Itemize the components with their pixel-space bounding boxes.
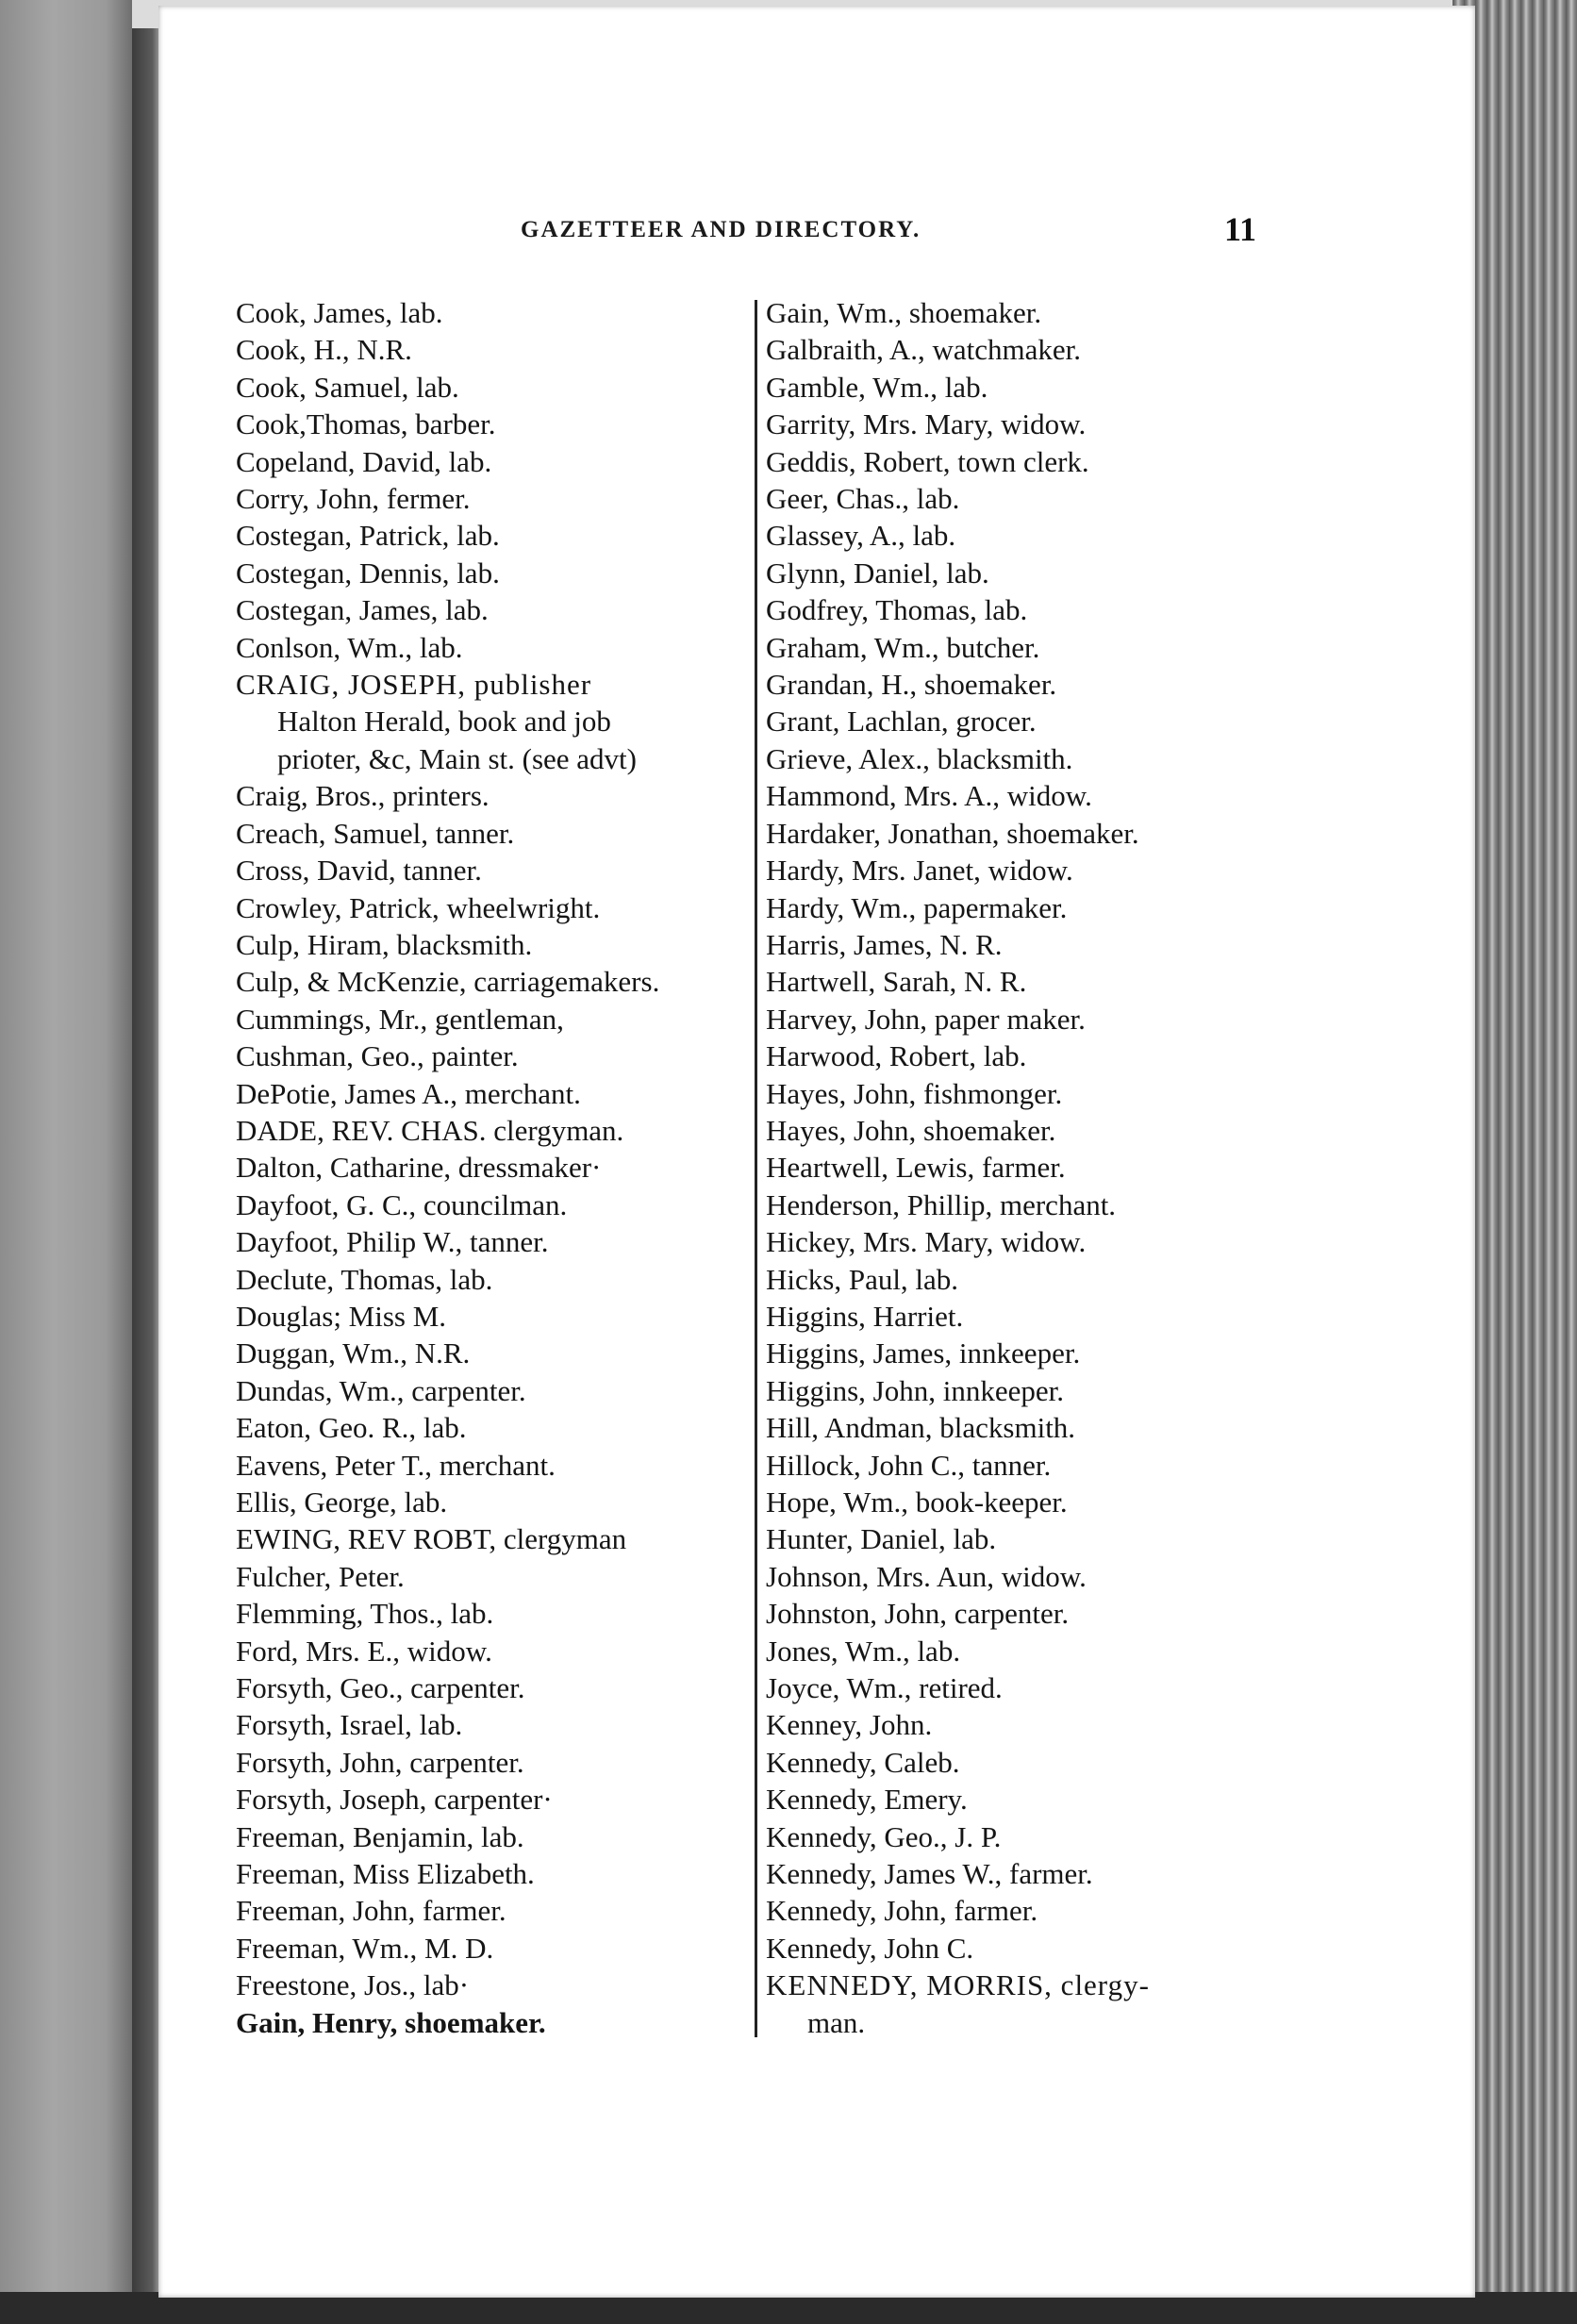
directory-entry: KENNEDY, MORRIS, clergy- <box>766 1968 1150 2002</box>
directory-entry: Glassey, A., lab. <box>766 519 956 553</box>
directory-entry: Conlson, Wm., lab. <box>236 630 463 664</box>
directory-entry: DADE, REV. CHAS. clergyman. <box>236 1113 624 1147</box>
directory-entry: Hill, Andman, blacksmith. <box>766 1411 1076 1445</box>
directory-entry: Grant, Lachlan, grocer. <box>766 705 1037 739</box>
left-column <box>236 294 753 2041</box>
right-column <box>766 294 1332 2041</box>
directory-entry: Creach, Samuel, tanner. <box>236 816 515 850</box>
directory-entry: Harvey, John, paper maker. <box>766 1002 1086 1036</box>
directory-entry: Joyce, Wm., retired. <box>766 1671 1003 1705</box>
directory-entry: Cummings, Mr., gentleman, <box>236 1002 564 1036</box>
directory-entry: Ellis, George, lab. <box>236 1486 448 1519</box>
directory-entry: Flemming, Thos., lab. <box>236 1597 494 1631</box>
directory-entry: Costegan, James, lab. <box>236 593 489 627</box>
directory-entry: Cook, James, lab. <box>236 296 443 329</box>
directory-entry: Forsyth, Geo., carpenter. <box>236 1671 525 1705</box>
directory-entry: Johnson, Mrs. Aun, widow. <box>766 1559 1087 1593</box>
directory-entry: Harwood, Robert, lab. <box>766 1039 1027 1073</box>
directory-entry: Hammond, Mrs. A., widow. <box>766 779 1092 813</box>
directory-entry: Hicks, Paul, lab. <box>766 1262 959 1296</box>
directory-entry: Hickey, Mrs. Mary, widow. <box>766 1225 1087 1259</box>
directory-entry: Dundas, Wm., carpenter. <box>236 1373 526 1407</box>
directory-entry: Geddis, Robert, town clerk. <box>766 444 1089 478</box>
directory-entry: Higgins, James, innkeeper. <box>766 1336 1081 1370</box>
directory-entry: Cook, Samuel, lab. <box>236 370 459 404</box>
directory-entry: Freeman, Benjamin, lab. <box>236 1819 524 1853</box>
running-head: GAZETTEER AND DIRECTORY. <box>521 217 921 242</box>
directory-entry: Kennedy, Emery. <box>766 1783 968 1817</box>
column-divider <box>755 300 757 2037</box>
directory-entry: Kennedy, John, farmer. <box>766 1894 1038 1928</box>
directory-entry: Hayes, John, fishmonger. <box>766 1076 1063 1110</box>
directory-entry: DePotie, James A., merchant. <box>236 1076 581 1110</box>
directory-entry: Garrity, Mrs. Mary, widow. <box>766 407 1087 441</box>
directory-entry: Eaton, Geo. R., lab. <box>236 1411 467 1445</box>
directory-entry-continuation: prioter, &c, Main st. (see advt) <box>277 741 637 775</box>
directory-entry: Duggan, Wm., N.R. <box>236 1336 471 1370</box>
directory-entry: Jones, Wm., lab. <box>766 1634 961 1668</box>
directory-entry: Heartwell, Lewis, farmer. <box>766 1151 1066 1185</box>
directory-entry: Cushman, Geo., painter. <box>236 1039 519 1073</box>
directory-entry: Forsyth, Israel, lab. <box>236 1708 463 1742</box>
directory-entry: Kennedy, Caleb. <box>766 1745 960 1779</box>
directory-entry: Hope, Wm., book-keeper. <box>766 1486 1068 1519</box>
directory-entry: Henderson, Phillip, merchant. <box>766 1187 1117 1221</box>
directory-entry: Dayfoot, G. C., councilman. <box>236 1187 568 1221</box>
directory-entry: Geer, Chas., lab. <box>766 482 960 516</box>
directory-entry: Copeland, David, lab. <box>236 444 492 478</box>
directory-entry: Kennedy, James W., farmer. <box>766 1857 1093 1891</box>
directory-entry: Culp, Hiram, blacksmith. <box>236 927 533 961</box>
directory-entry: Cook, H., N.R. <box>236 333 412 367</box>
directory-entry: Freeman, John, farmer. <box>236 1894 506 1928</box>
directory-entry: Crowley, Patrick, wheelwright. <box>236 890 601 924</box>
directory-entry: Hartwell, Sarah, N. R. <box>766 965 1027 999</box>
page-number: 11 <box>1224 210 1257 248</box>
directory-entry-continuation: Halton Herald, book and job <box>277 705 611 739</box>
directory-entry: Freeman, Wm., M. D. <box>236 1931 494 1965</box>
directory-entry: Galbraith, A., watchmaker. <box>766 333 1082 367</box>
directory-entry: Kennedy, John C. <box>766 1931 974 1965</box>
directory-entry: Gamble, Wm., lab. <box>766 370 988 404</box>
directory-entry: Hayes, John, shoemaker. <box>766 1113 1056 1147</box>
directory-entry: Declute, Thomas, lab. <box>236 1262 493 1296</box>
directory-entry: Hunter, Daniel, lab. <box>766 1522 997 1556</box>
directory-entry: Hardaker, Jonathan, shoemaker. <box>766 816 1139 850</box>
directory-entry: Costegan, Dennis, lab. <box>236 556 500 589</box>
directory-entry: Cross, David, tanner. <box>236 854 482 888</box>
directory-entry: Dayfoot, Philip W., tanner. <box>236 1225 549 1259</box>
directory-entry: Grandan, H., shoemaker. <box>766 668 1057 702</box>
directory-entry: Fulcher, Peter. <box>236 1559 405 1593</box>
directory-entry: Higgins, John, innkeeper. <box>766 1373 1064 1407</box>
directory-entry: Eavens, Peter T., merchant. <box>236 1448 556 1482</box>
directory-entry: Freestone, Jos., lab· <box>236 1968 470 2002</box>
directory-entry: Kenney, John. <box>766 1708 933 1742</box>
directory-entry: Kennedy, Geo., J. P. <box>766 1819 1002 1853</box>
directory-entry: Grieve, Alex., blacksmith. <box>766 741 1073 775</box>
directory-entry: Dalton, Catharine, dressmaker· <box>236 1151 602 1185</box>
directory-entry: Harris, James, N. R. <box>766 927 1003 961</box>
directory-entry: Corry, John, fermer. <box>236 482 471 516</box>
directory-entry: Hillock, John C., tanner. <box>766 1448 1052 1482</box>
directory-entry: Hardy, Wm., papermaker. <box>766 890 1068 924</box>
directory-entry: Higgins, Harriet. <box>766 1299 964 1333</box>
book-binding-left <box>0 0 132 2324</box>
directory-entry: Ford, Mrs. E., widow. <box>236 1634 492 1668</box>
directory-entry: Costegan, Patrick, lab. <box>236 519 500 553</box>
directory-entry: Gain, Henry, shoemaker. <box>236 2005 546 2039</box>
directory-entry-continuation: man. <box>807 2005 866 2039</box>
directory-entry: Craig, Bros., printers. <box>236 779 490 813</box>
directory-entry: Gain, Wm., shoemaker. <box>766 296 1042 329</box>
directory-entry: CRAIG, JOSEPH, publisher <box>236 668 592 702</box>
directory-entry: Cook,Thomas, barber. <box>236 407 496 441</box>
directory-entry: Forsyth, Joseph, carpenter· <box>236 1783 553 1817</box>
directory-entry: Godfrey, Thomas, lab. <box>766 593 1028 627</box>
directory-entry: Hardy, Mrs. Janet, widow. <box>766 854 1073 888</box>
directory-entry: Freeman, Miss Elizabeth. <box>236 1857 535 1891</box>
directory-entry: Glynn, Daniel, lab. <box>766 556 989 589</box>
directory-entry: Forsyth, John, carpenter. <box>236 1745 524 1779</box>
directory-entry: Douglas; Miss M. <box>236 1299 447 1333</box>
directory-entry: Graham, Wm., butcher. <box>766 630 1040 664</box>
directory-entry: EWING, REV ROBT, clergyman <box>236 1522 627 1556</box>
directory-entry: Johnston, John, carpenter. <box>766 1597 1070 1631</box>
directory-entry: Culp, & McKenzie, carriagemakers. <box>236 965 660 999</box>
